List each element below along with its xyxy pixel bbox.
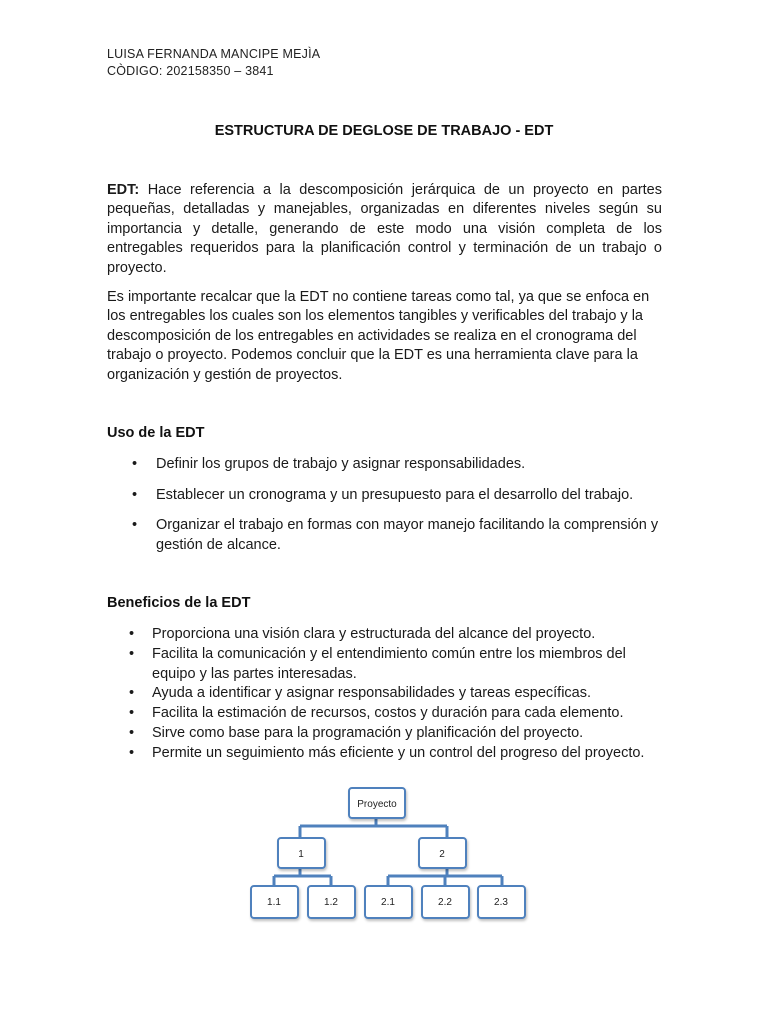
wbs-node-1	[278, 838, 325, 868]
wbs-node-2-3	[478, 886, 525, 918]
wbs-root-node	[349, 788, 405, 818]
list-item: • Organizar el trabajo en formas con mayor manejo facilitando la comprensión y gestión de alcance.	[132, 517, 659, 553]
svg-text:2.1: 2.1	[381, 897, 395, 908]
wbs-node-1-2	[308, 886, 355, 918]
bullet-icon: •	[132, 517, 138, 534]
intro-text: Hace referencia a la descomposición jerárquica de un proyecto en partes pequeñas, detalladas y manejables, organizadas en diferentes niveles según su importancia y detalle, generando de este modo una visión completa de los entregables requeridos para la planificación control y terminación de un trabajo o proyecto.	[107, 182, 662, 276]
list-item: • Proporciona una visión clara y estructurada del alcance del proyecto.	[107, 625, 667, 645]
uso-list	[107, 455, 667, 566]
list-item: • Permite un seguimiento más eficiente y un control del progreso del proyecto.	[107, 744, 667, 764]
second-paragraph: Es importante recalcar que la EDT no contiene tareas como tal, ya que se enfoca en los entregables los cuales son los elementos tangibles y verificables del trabajo y la descomposición de los entregables en actividades se realiza en el cronograma del trabajo o proyecto. Podemos concluir que la EDT es una herramienta clave para la organización y gestión de proyectos.	[107, 289, 650, 383]
list-item: • Ayuda a identificar y asignar responsabilidades y tareas específicas.	[107, 684, 667, 704]
bullet-icon: •	[132, 456, 138, 472]
list-item: • Facilita la comunicación y el entendimiento común entre los miembros del equipo y las partes interesadas.	[129, 645, 626, 682]
svg-text:1: 1	[298, 849, 304, 860]
uso-heading: Uso de la EDT	[107, 425, 205, 441]
bullet-icon: •	[129, 705, 135, 722]
intro-paragraph	[107, 181, 662, 278]
svg-text:2: 2	[439, 849, 445, 860]
list-item: • Establecer un cronograma y un presupuesto para el desarrollo del trabajo.	[107, 486, 667, 505]
bullet-icon: •	[132, 486, 138, 503]
bullet-icon: •	[129, 645, 135, 662]
list-item: • Sirve como base para la programación y planificación del proyecto.	[107, 724, 667, 744]
wbs-node-1-1	[251, 886, 298, 918]
bullet-icon: •	[129, 744, 135, 761]
svg-text:Proyecto: Proyecto	[357, 799, 397, 810]
list-item: • Definir los grupos de trabajo y asignar responsabilidades.	[107, 455, 667, 474]
wbs-node-2-2	[422, 886, 469, 918]
wbs-node-2	[419, 838, 466, 868]
student-code: CÒDIGO: 202158350 – 3841	[107, 64, 274, 78]
svg-text:1.1: 1.1	[267, 897, 281, 908]
author-name: LUISA FERNANDA MANCIPE MEJÌA	[107, 47, 321, 61]
bullet-icon: •	[129, 626, 135, 642]
bullet-icon: •	[129, 685, 135, 702]
intro-label: EDT:	[107, 182, 140, 198]
svg-text:2.3: 2.3	[494, 897, 508, 908]
svg-text:2.2: 2.2	[438, 897, 452, 908]
author-header	[107, 46, 320, 80]
list-item: • Facilita la estimación de recursos, costos y duración para cada elemento.	[107, 704, 667, 724]
svg-text:1.2: 1.2	[324, 897, 338, 908]
beneficios-list	[107, 625, 667, 764]
document-title: ESTRUCTURA DE DEGLOSE DE TRABAJO - EDT	[214, 123, 554, 139]
wbs-node-2-1	[365, 886, 412, 918]
bullet-icon: •	[129, 724, 135, 741]
wbs-diagram	[240, 780, 540, 925]
beneficios-heading: Beneficios de la EDT	[107, 595, 251, 611]
